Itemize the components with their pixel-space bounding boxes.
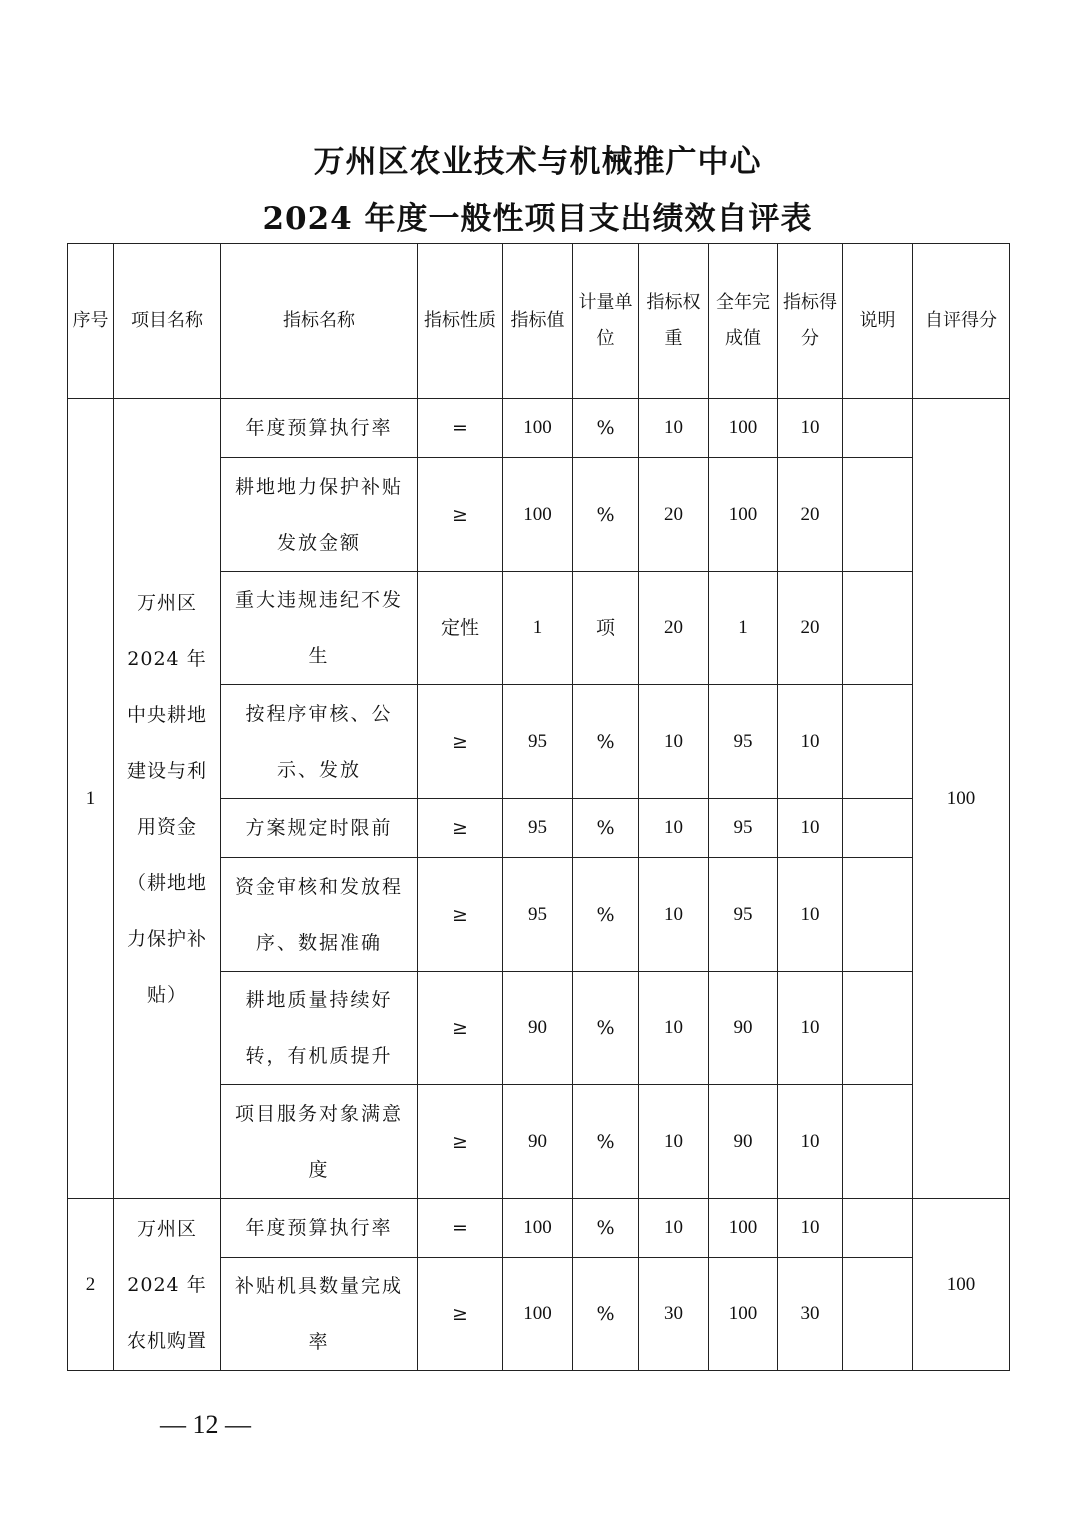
header-unit: 计量单位	[573, 244, 639, 399]
table-row	[68, 399, 1010, 458]
indicator-nature: ≥	[418, 458, 503, 572]
evaluation-table	[67, 243, 1010, 1371]
indicator-weight: 30	[639, 1258, 709, 1371]
page-subtitle: 2024 年度一般性项目支出绩效自评表	[262, 201, 813, 237]
indicator-score: 10	[778, 685, 843, 799]
indicator-nature: ≥	[418, 1258, 503, 1371]
indicator-actual: 95	[709, 799, 778, 858]
indicator-value: 90	[503, 1085, 573, 1199]
indicator-nature: 定性	[418, 572, 503, 685]
header-row	[68, 244, 1010, 399]
header-nature: 指标性质	[418, 244, 503, 399]
indicator-unit: 项	[573, 572, 639, 685]
indicator-name: 按程序审核、公示、发放	[221, 685, 418, 799]
indicator-name: 重大违规违纪不发生	[221, 572, 418, 685]
header-value: 指标值	[503, 244, 573, 399]
indicator-nature: ≥	[418, 799, 503, 858]
indicator-note	[843, 1258, 913, 1371]
indicator-nature: ≥	[418, 972, 503, 1085]
indicator-actual: 95	[709, 858, 778, 972]
indicator-nature: ≥	[418, 858, 503, 972]
indicator-value: 100	[503, 458, 573, 572]
indicator-score: 10	[778, 1199, 843, 1258]
self-score: 100	[913, 399, 1010, 1199]
project-no: 1	[68, 399, 114, 1199]
header-actual: 全年完成值	[709, 244, 778, 399]
indicator-score: 10	[778, 1085, 843, 1199]
header-indicator: 指标名称	[221, 244, 418, 399]
indicator-value: 95	[503, 799, 573, 858]
header-score: 指标得分	[778, 244, 843, 399]
indicator-note	[843, 399, 913, 458]
indicator-nature: =	[418, 399, 503, 458]
indicator-name: 耕地质量持续好转，有机质提升	[221, 972, 418, 1085]
indicator-weight: 10	[639, 972, 709, 1085]
indicator-weight: 10	[639, 1199, 709, 1258]
indicator-unit: %	[573, 858, 639, 972]
indicator-value: 100	[503, 399, 573, 458]
page-number: — 12 —	[160, 1410, 251, 1439]
indicator-weight: 10	[639, 858, 709, 972]
project-name: 万州区 2024 年中央耕地建设与利用资金（耕地地力保护补贴）	[114, 399, 221, 1199]
indicator-note	[843, 799, 913, 858]
indicator-actual: 1	[709, 572, 778, 685]
indicator-unit: %	[573, 399, 639, 458]
indicator-actual: 100	[709, 1258, 778, 1371]
indicator-score: 20	[778, 458, 843, 572]
indicator-note	[843, 858, 913, 972]
header-project: 项目名称	[114, 244, 221, 399]
indicator-weight: 20	[639, 572, 709, 685]
header-weight: 指标权重	[639, 244, 709, 399]
project-no: 2	[68, 1199, 114, 1371]
indicator-note	[843, 972, 913, 1085]
indicator-actual: 90	[709, 972, 778, 1085]
indicator-unit: %	[573, 972, 639, 1085]
indicator-note	[843, 1199, 913, 1258]
indicator-score: 20	[778, 572, 843, 685]
indicator-note	[843, 572, 913, 685]
indicator-note	[843, 685, 913, 799]
table-row	[68, 1199, 1010, 1258]
indicator-unit: %	[573, 458, 639, 572]
indicator-note	[843, 1085, 913, 1199]
indicator-nature: ≥	[418, 1085, 503, 1199]
indicator-value: 100	[503, 1258, 573, 1371]
project-name: 万州区 2024 年农机购置	[114, 1199, 221, 1371]
header-self-score: 自评得分	[913, 244, 1010, 399]
indicator-name: 项目服务对象满意度	[221, 1085, 418, 1199]
indicator-weight: 10	[639, 1085, 709, 1199]
indicator-name: 资金审核和发放程序、数据准确	[221, 858, 418, 972]
header-no: 序号	[68, 244, 114, 399]
indicator-actual: 95	[709, 685, 778, 799]
indicator-actual: 90	[709, 1085, 778, 1199]
indicator-score: 30	[778, 1258, 843, 1371]
indicator-actual: 100	[709, 399, 778, 458]
indicator-name: 年度预算执行率	[221, 1199, 418, 1258]
indicator-unit: %	[573, 685, 639, 799]
indicator-name: 补贴机具数量完成率	[221, 1258, 418, 1371]
indicator-name: 年度预算执行率	[221, 399, 418, 458]
indicator-weight: 10	[639, 399, 709, 458]
header-note: 说明	[843, 244, 913, 399]
indicator-weight: 10	[639, 685, 709, 799]
indicator-nature: ≥	[418, 685, 503, 799]
indicator-name: 耕地地力保护补贴发放金额	[221, 458, 418, 572]
indicator-unit: %	[573, 799, 639, 858]
indicator-score: 10	[778, 972, 843, 1085]
indicator-score: 10	[778, 399, 843, 458]
indicator-value: 1	[503, 572, 573, 685]
indicator-weight: 10	[639, 799, 709, 858]
indicator-value: 100	[503, 1199, 573, 1258]
indicator-nature: =	[418, 1199, 503, 1258]
self-score: 100	[913, 1199, 1010, 1371]
indicator-unit: %	[573, 1258, 639, 1371]
indicator-unit: %	[573, 1085, 639, 1199]
indicator-name: 方案规定时限前	[221, 799, 418, 858]
indicator-score: 10	[778, 799, 843, 858]
indicator-actual: 100	[709, 458, 778, 572]
page-title: 万州区农业技术与机械推广中心	[313, 144, 762, 180]
indicator-weight: 20	[639, 458, 709, 572]
indicator-actual: 100	[709, 1199, 778, 1258]
indicator-score: 10	[778, 858, 843, 972]
indicator-unit: %	[573, 1199, 639, 1258]
indicator-value: 95	[503, 685, 573, 799]
indicator-value: 95	[503, 858, 573, 972]
indicator-note	[843, 458, 913, 572]
indicator-value: 90	[503, 972, 573, 1085]
